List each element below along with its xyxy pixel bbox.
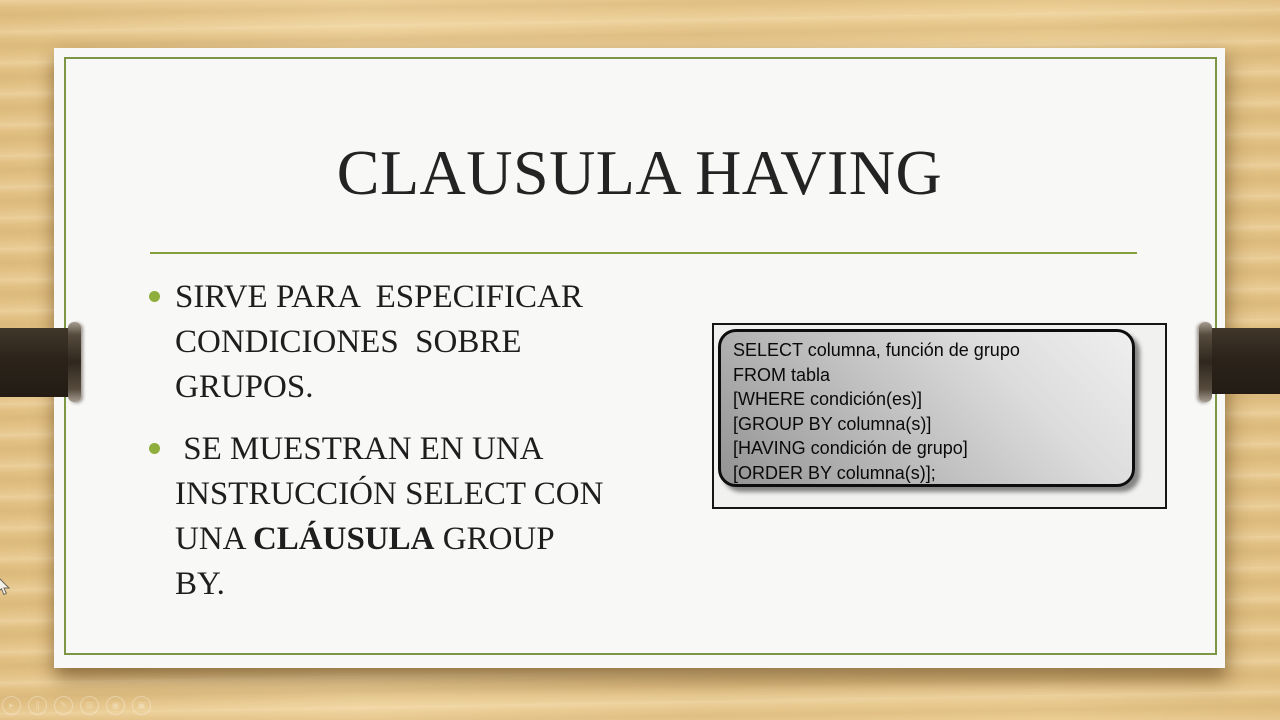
bullet-text: CONDICIONES SOBRE xyxy=(175,324,522,360)
camera-icon: ◉ xyxy=(106,696,125,715)
bullet-line xyxy=(175,517,617,562)
bullet-item xyxy=(147,275,617,410)
left-clamp-cap xyxy=(68,322,81,402)
bullet-list xyxy=(147,275,617,624)
play-icon: ▸ xyxy=(2,696,21,715)
bullet-text: SE MUESTRAN EN UNA xyxy=(175,431,544,467)
recorder-watermark xyxy=(2,696,151,715)
left-binding-clamp xyxy=(0,328,71,397)
sql-code-line: [ORDER BY columna(s)]; xyxy=(733,462,936,483)
bullet-dot-icon xyxy=(149,291,160,302)
bullet-line xyxy=(175,562,617,607)
bullet-line xyxy=(175,365,617,410)
pencil-icon: ✎ xyxy=(54,696,73,715)
bullet-text: GROUP xyxy=(434,521,555,557)
right-clamp-cap xyxy=(1199,322,1212,402)
bullet-item xyxy=(147,427,617,607)
bullet-text: GRUPOS. xyxy=(175,369,314,405)
slide-title: CLAUSULA HAVING xyxy=(336,137,943,208)
stop-icon: ▣ xyxy=(132,696,151,715)
bullet-text: BY. xyxy=(175,566,225,602)
bullet-line xyxy=(175,320,617,365)
sql-code-line: [WHERE condición(es)] xyxy=(733,389,923,409)
bullet-dot-icon xyxy=(149,443,160,454)
sql-code-line: [GROUP BY columna(s)] xyxy=(733,413,932,434)
title-divider xyxy=(150,252,1137,254)
grid-icon: ⊞ xyxy=(80,696,99,715)
bullet-line xyxy=(175,472,617,517)
bullet-line xyxy=(175,427,617,472)
bullet-text: SIRVE PARA ESPECIFICAR xyxy=(175,279,583,315)
sql-code-line: FROM tabla xyxy=(733,364,831,385)
right-binding-clamp xyxy=(1209,328,1280,394)
bullet-text: INSTRUCCIÓN SELECT CON xyxy=(175,476,604,512)
bullet-line xyxy=(175,275,617,320)
bullet-text: UNA xyxy=(175,521,253,557)
sql-syntax-image xyxy=(712,323,1167,509)
bullet-text-bold: CLÁUSULA xyxy=(252,521,435,557)
presentation-slide xyxy=(54,48,1225,668)
sql-code-panel xyxy=(718,329,1135,487)
sql-code-line: SELECT columna, función de grupo xyxy=(733,340,1020,360)
mouse-cursor-icon xyxy=(0,577,11,597)
sql-code-line: [HAVING condición de grupo] xyxy=(733,438,968,458)
pause-icon: ∥ xyxy=(28,696,47,715)
